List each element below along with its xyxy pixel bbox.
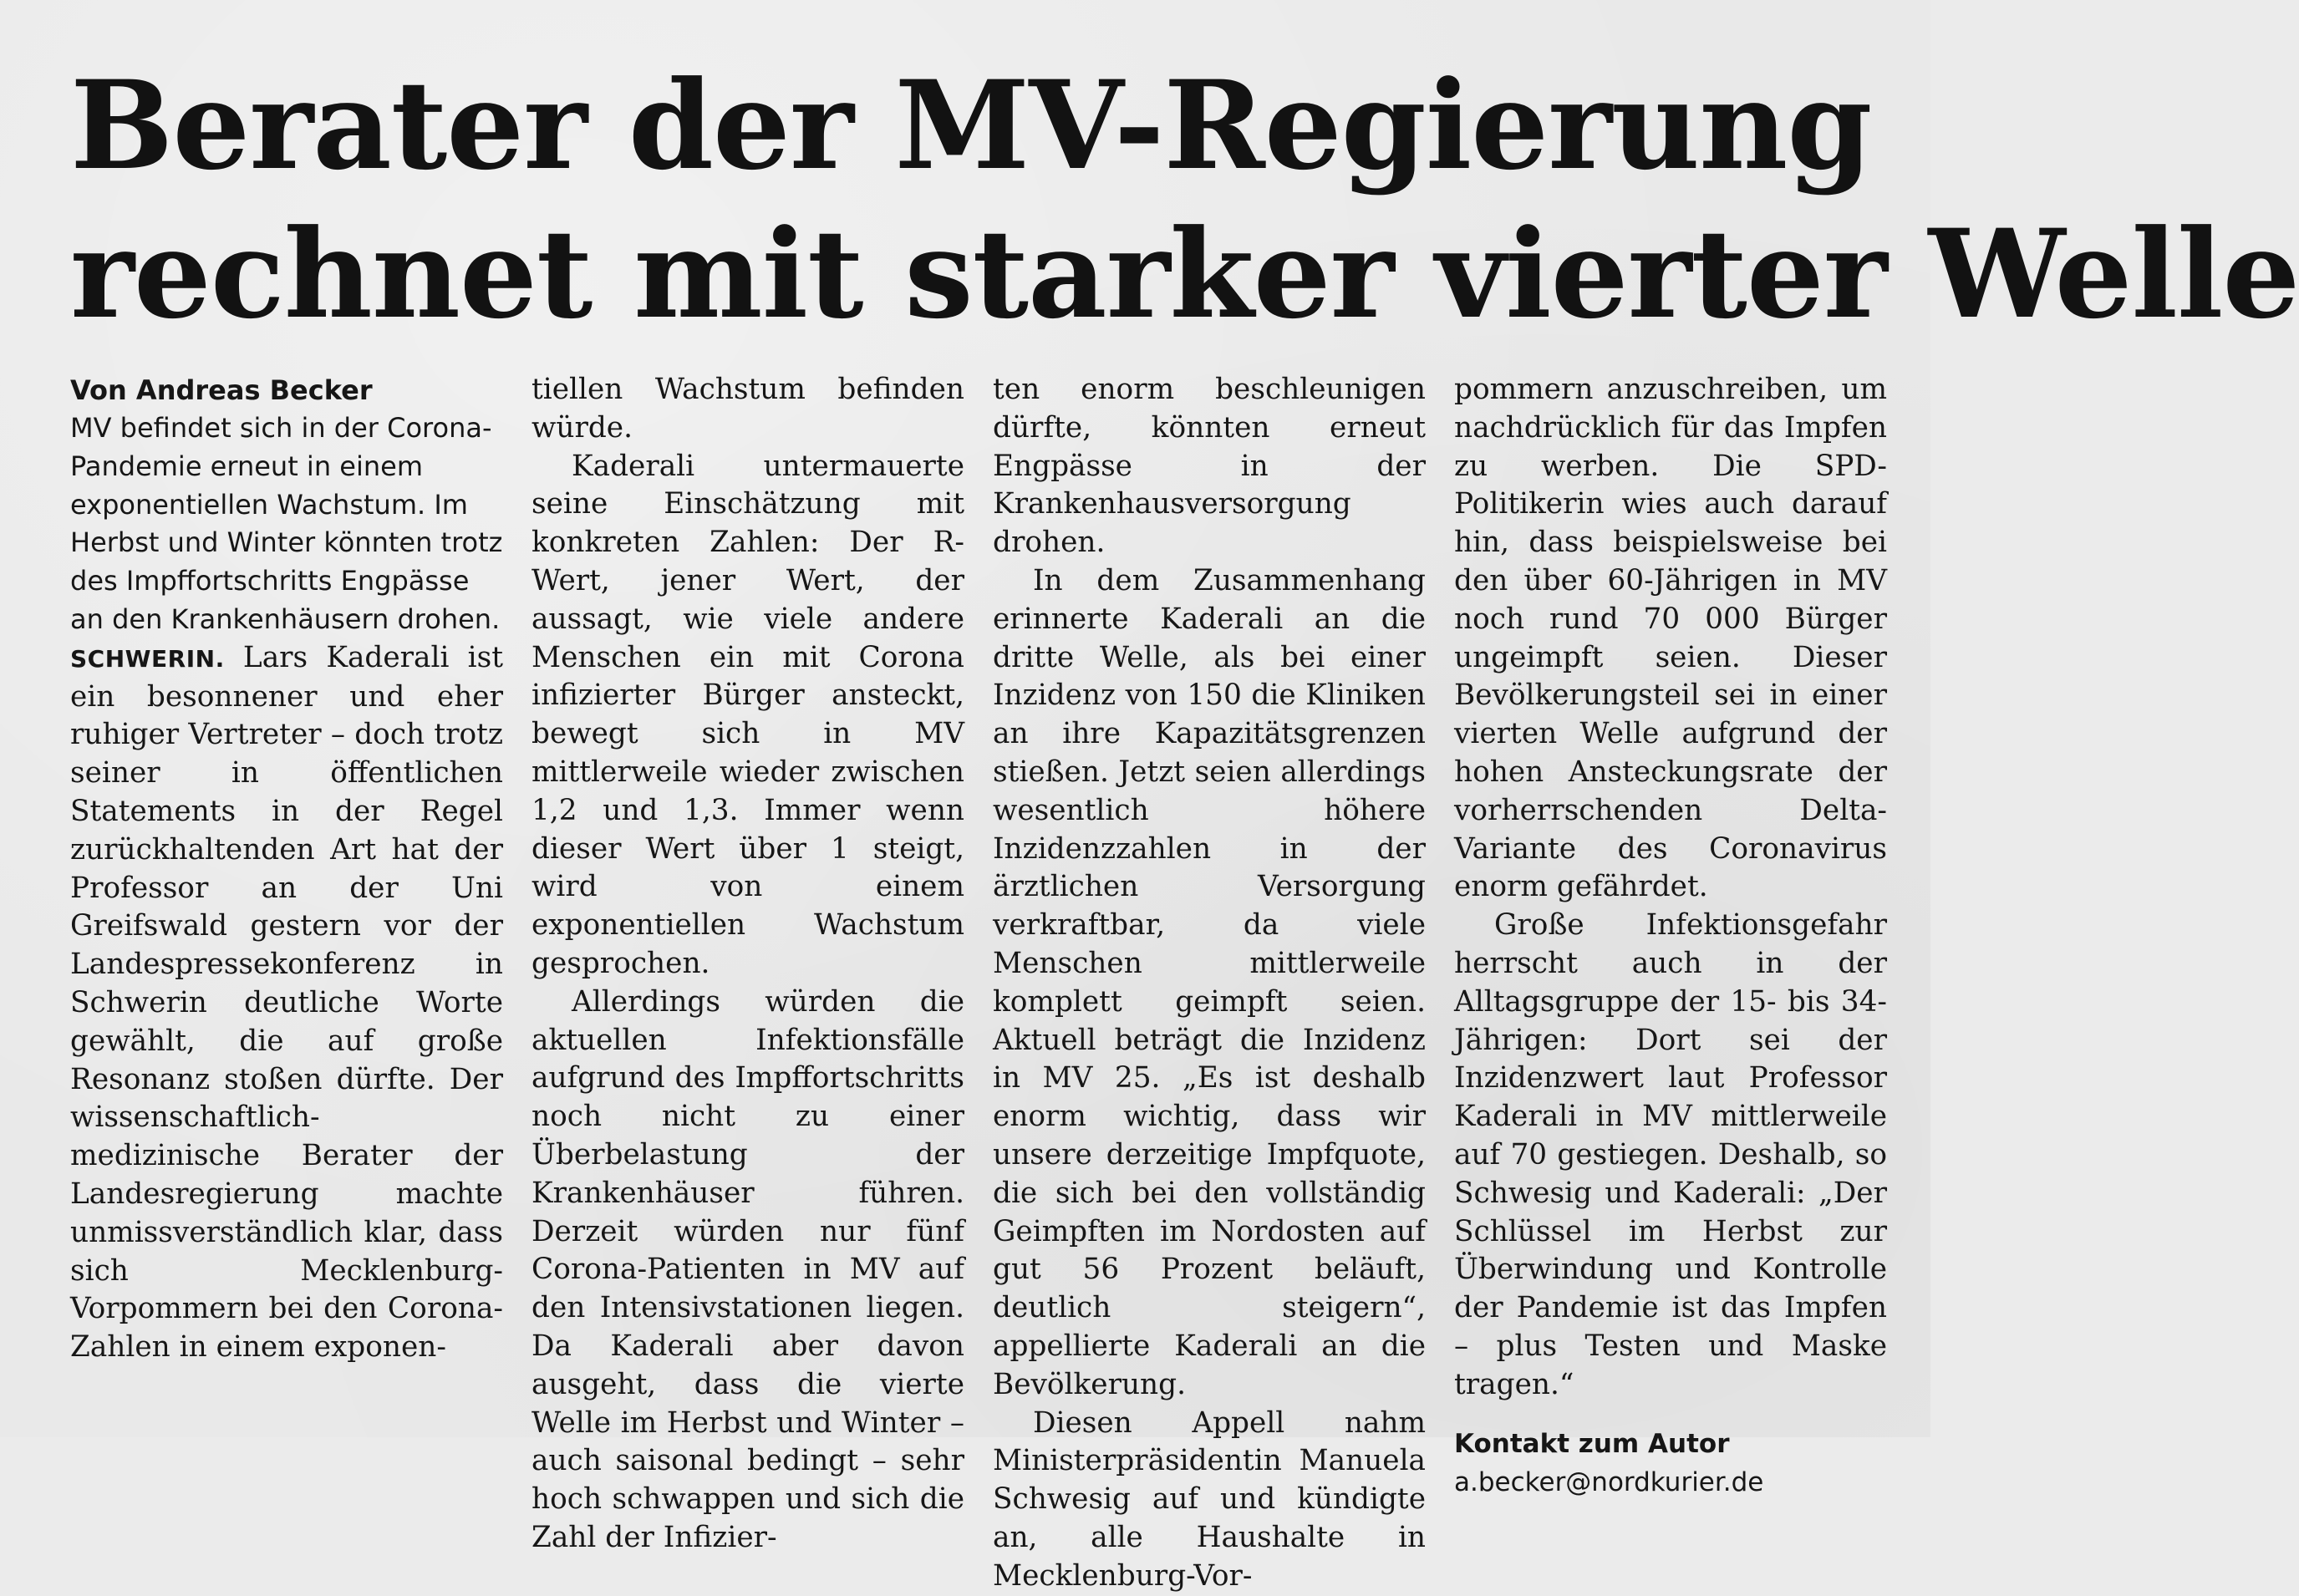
headline-line-1: Berater der MV-Regierung (70, 54, 1872, 197)
column-1 (70, 371, 503, 1367)
byline: Von Andreas Becker (70, 374, 373, 406)
column-2 (532, 371, 964, 1558)
contact-email-link[interactable]: a.becker@nordkurier.de (1454, 1466, 1764, 1497)
body-paragraph-5-continued: pommern anzuschreiben, um nachdrücklich für das Impfen zu werben. Die SPD-Politikerin wies auch darauf hin, dass beispielsweise bei den über 60-Jährigen in MV noch rund 70 000 Bürger ungeimpft seien. Dieser Bevölkerungsteil sei in einer vierten Welle aufgrund der hohen Ansteckungsrate der vorherrschenden Delta-Variante des Coronavirus enorm gefährdet. (1454, 373, 1887, 904)
body-paragraph-1 (70, 639, 503, 1367)
lead-paragraph: MV befindet sich in der Corona-Pandemie erneut in einem exponentiellen Wachstum. Im Herbst und Winter könnten trotz des Impffortschritts Engpässe an den Krankenhäusern drohen. (70, 412, 503, 635)
headline-line-2: rechnet mit starker vierter Welle (70, 203, 2299, 346)
body-paragraph-3: Allerdings würden die aktuellen Infektionsfälle aufgrund des Impffortschritts noch nicht zu einer Überbelastung der Krankenhäuser führen. Derzeit würden nur fünf Corona-Patienten in MV auf den Intensivstationen liegen. Da Kaderali aber davon ausgeht, dass die vierte Welle im Herbst und Winter – auch saisonal bedingt – sehr hoch schwappen und sich die Zahl der Infizier- (532, 984, 964, 1554)
body-paragraph-4: In dem Zusammenhang erinnerte Kaderali an die dritte Welle, als bei einer Inzidenz von 150 die Kliniken an ihre Kapazitätsgrenzen stießen. Jetzt seien allerdings wesentlich höhere Inzidenzzahlen in der ärztlichen Versorgung verkraftbar, da viele Menschen mittlerweile komplett geimpft seien. Aktuell beträgt die Inzidenz in MV 25. „Es ist deshalb enorm wichtig, dass wir unsere derzeitige Impfquote, die sich bei den vollständig Geimpften im Nordosten auf gut 56 Prozent beläuft, deutlich steigern“, appellierte Kaderali an die Bevölkerung. (993, 563, 1426, 1401)
column-4 (1454, 371, 1887, 1502)
dateline: SCHWERIN. (70, 644, 225, 673)
body-paragraph-1-text: Lars Kaderali ist ein besonnener und eher ruhiger Vertreter – doch trotz seiner in öffentlichen Statements in der Regel zurückhaltenden Art hat der Professor an der Uni Greifswald gestern vor der Landespressekonferenz in Schwerin deutliche Worte gewählt, die auf große Resonanz stoßen dürfte. Der wissenschaftlich-medizinische Berater der Landesregierung machte unmissverständlich klar, dass sich Mecklenburg-Vorpommern bei den Corona-Zahlen in einem exponen- (70, 640, 503, 1365)
column-3 (993, 371, 1426, 1596)
contact-label: Kontakt zum Autor (1454, 1428, 1730, 1459)
body-paragraph-6: Große Infektionsgefahr herrscht auch in der Alltagsgruppe der 15- bis 34-Jährigen: Dort sei der Inzidenzwert laut Professor Kaderali in MV mittlerweile auf 70 gestiegen. Deshalb, so Schwesig und Kaderali: „Der Schlüssel im Herbst zur Überwindung und Kontrolle der Pandemie ist das Impfen – plus Testen und Maske tragen.“ (1454, 908, 1887, 1401)
author-contact (1454, 1425, 1887, 1502)
body-paragraph-5: Diesen Appell nahm Ministerpräsidentin Manuela Schwesig auf und kündigte an, alle Haushalte in Mecklenburg-Vor- (993, 1405, 1426, 1593)
body-paragraph-2: Kaderali untermauerte seine Einschätzung mit konkreten Zahlen: Der R-Wert, jener Wert, der aussagt, wie viele andere Menschen ein mit Corona infizierter Bürger ansteckt, bewegt sich in MV mittlerweile wieder zwischen 1,2 und 1,3. Immer wenn dieser Wert über 1 steigt, wird von einem exponentiellen Wachstum gesprochen. (532, 449, 964, 980)
body-paragraph-3-continued: ten enorm beschleunigen dürfte, könnten erneut Engpässe in der Krankenhausversorgung drohen. (993, 373, 1426, 560)
headline (70, 52, 2299, 349)
body-paragraph-1-continued: tiellen Wachstum befinden würde. (532, 373, 964, 445)
